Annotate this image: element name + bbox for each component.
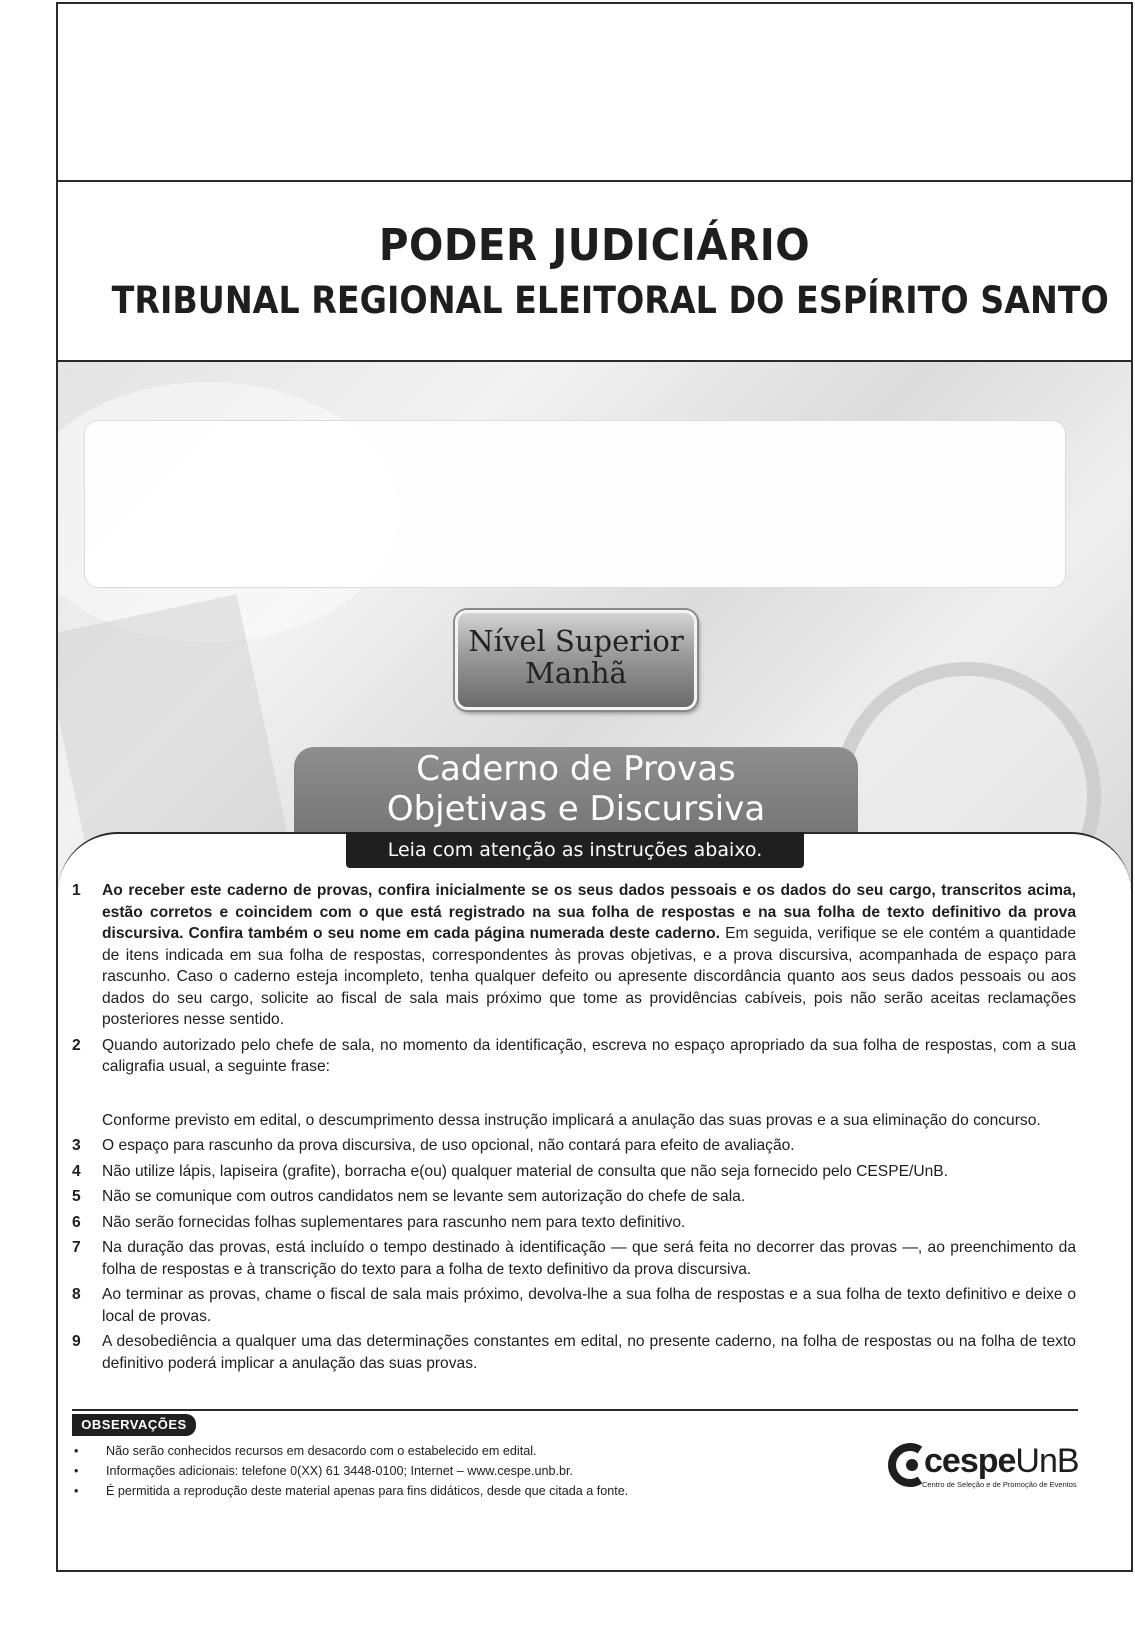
instruction-item (72, 1331, 1076, 1374)
instruction-number: 5 (72, 1188, 81, 1205)
handwriting-phrase-space (102, 1078, 1076, 1110)
booklet-title-line1: Caderno de Provas (416, 749, 736, 789)
logo-wordmark (924, 1442, 1079, 1481)
instruction-number: 9 (72, 1333, 81, 1350)
candidate-data-box (58, 4, 1131, 182)
instruction-text: Não serão fornecidas folhas suplementares para rascunho nem para texto definitivo. (102, 1213, 686, 1231)
hero-photo-area (58, 362, 1131, 882)
instruction-item (72, 1186, 1076, 1208)
logo-brand-suffix: UnB (1015, 1442, 1079, 1480)
instructions-list (72, 880, 1076, 1378)
observation-item: • É permitida a reprodução deste material apenas para fins didáticos, desde que citada a fonte. (72, 1481, 852, 1501)
instruction-followup-text: Conforme previsto em edital, o descumprimento dessa instrução implicará a anulação das suas provas e a sua eliminação do concurso. (102, 1111, 1041, 1129)
cespe-unb-logo (886, 1436, 1086, 1496)
instruction-number: 1 (72, 882, 81, 899)
logo-brand: cespe (924, 1442, 1016, 1480)
observations-label: OBSERVAÇÕES (72, 1414, 196, 1436)
instruction-item (72, 1212, 1076, 1234)
instruction-item (72, 1035, 1076, 1132)
instruction-item (72, 880, 1076, 1031)
level-text: Nível Superior (468, 624, 684, 658)
position-info-box (84, 420, 1066, 588)
observations-divider (72, 1409, 1078, 1411)
instruction-text: Ao terminar as provas, chame o fiscal de sala mais próximo, devolva-lhe a sua folha de respostas e a sua folha de texto definitivo e deixe o local de provas. (102, 1286, 1076, 1325)
instruction-number: 6 (72, 1213, 81, 1231)
instruction-text: Na duração das provas, está incluído o tempo destinado à identificação — que será feita no decorrer das provas —, ao preenchimento da folha de respostas e à transcrição do texto para a folha de texto definitivo da prova discursiva. (102, 1239, 1076, 1278)
title-tribunal: TRIBUNAL REGIONAL ELEITORAL DO ESPÍRITO SANTO (111, 279, 1109, 322)
instruction-text: Não se comunique com outros candidatos nem se levante sem autorização do chefe de sala. (102, 1188, 746, 1205)
instruction-text: Em seguida, verifique se ele contém a quantidade de itens indicada em sua folha de respostas, correspondentes às provas objetivas, e a prova discursiva, acompanhada de espaço para rascunho. Caso o caderno esteja incompleto, tenha qualquer defeito ou apresente discordância quanto aos seus dados pessoais ou aos dados do seu cargo, solicite ao fiscal de sala mais próximo que tome as providências cabíveis, pois não serão aceitas reclamações posteriores nesse sentido. (102, 925, 1076, 1028)
read-notice-bar: Leia com atenção as instruções abaixo. (346, 832, 804, 868)
shift-text: Manhã (525, 656, 627, 690)
instruction-bold-text: Ao receber este caderno de provas, confira inicialmente se os seus dados pessoais e os dados do seu cargo, transcritos acima, estão corretos e coincidem com o que está registrado na sua folha de respostas e na sua folha de texto definitivo da prova discursiva. Confira também o seu nome em cada página numerada deste caderno. (102, 882, 1076, 942)
observation-item: • Não serão conhecidos recursos em desacordo com o estabelecido em edital. (72, 1441, 852, 1461)
instruction-text: O espaço para rascunho da prova discursiva, de uso opcional, não contará para efeito de avaliação. (102, 1137, 795, 1154)
instruction-item (72, 1237, 1076, 1280)
exam-cover-page (56, 2, 1133, 1572)
instruction-number: 8 (72, 1286, 81, 1303)
instruction-number: 7 (72, 1239, 81, 1256)
level-badge (455, 610, 697, 710)
instruction-text: A desobediência a qualquer uma das determinações constantes em edital, no presente caderno, na folha de respostas ou na folha de texto definitivo poderá implicar a anulação das suas provas. (102, 1333, 1076, 1372)
instruction-text: Não utilize lápis, lapiseira (grafite), borracha e(ou) qualquer material de consulta que não seja fornecido pelo CESPE/UnB. (102, 1162, 948, 1180)
instruction-item (72, 1161, 1076, 1183)
instruction-number: 3 (72, 1137, 81, 1154)
instruction-text: Quando autorizado pelo chefe de sala, no momento da identificação, escreva no espaço apropriado da sua folha de respostas, com a sua caligrafia usual, a seguinte frase: (102, 1036, 1076, 1075)
booklet-title-line2: Objetivas e Discursiva (386, 789, 766, 829)
instruction-item (72, 1135, 1076, 1157)
logo-subtitle: Centro de Seleção e de Promoção de Eventos (922, 1480, 1077, 1489)
instruction-number: 2 (72, 1036, 81, 1054)
instruction-number: 4 (72, 1162, 81, 1180)
title-poder-judiciario: PODER JUDICIÁRIO (378, 220, 811, 271)
instruction-item (72, 1284, 1076, 1327)
cover-header (58, 180, 1131, 362)
observation-item: • Informações adicionais: telefone 0(XX) 61 3448-0100; Internet – www.cespe.unb.br. (72, 1461, 852, 1481)
observations-list (72, 1441, 852, 1501)
